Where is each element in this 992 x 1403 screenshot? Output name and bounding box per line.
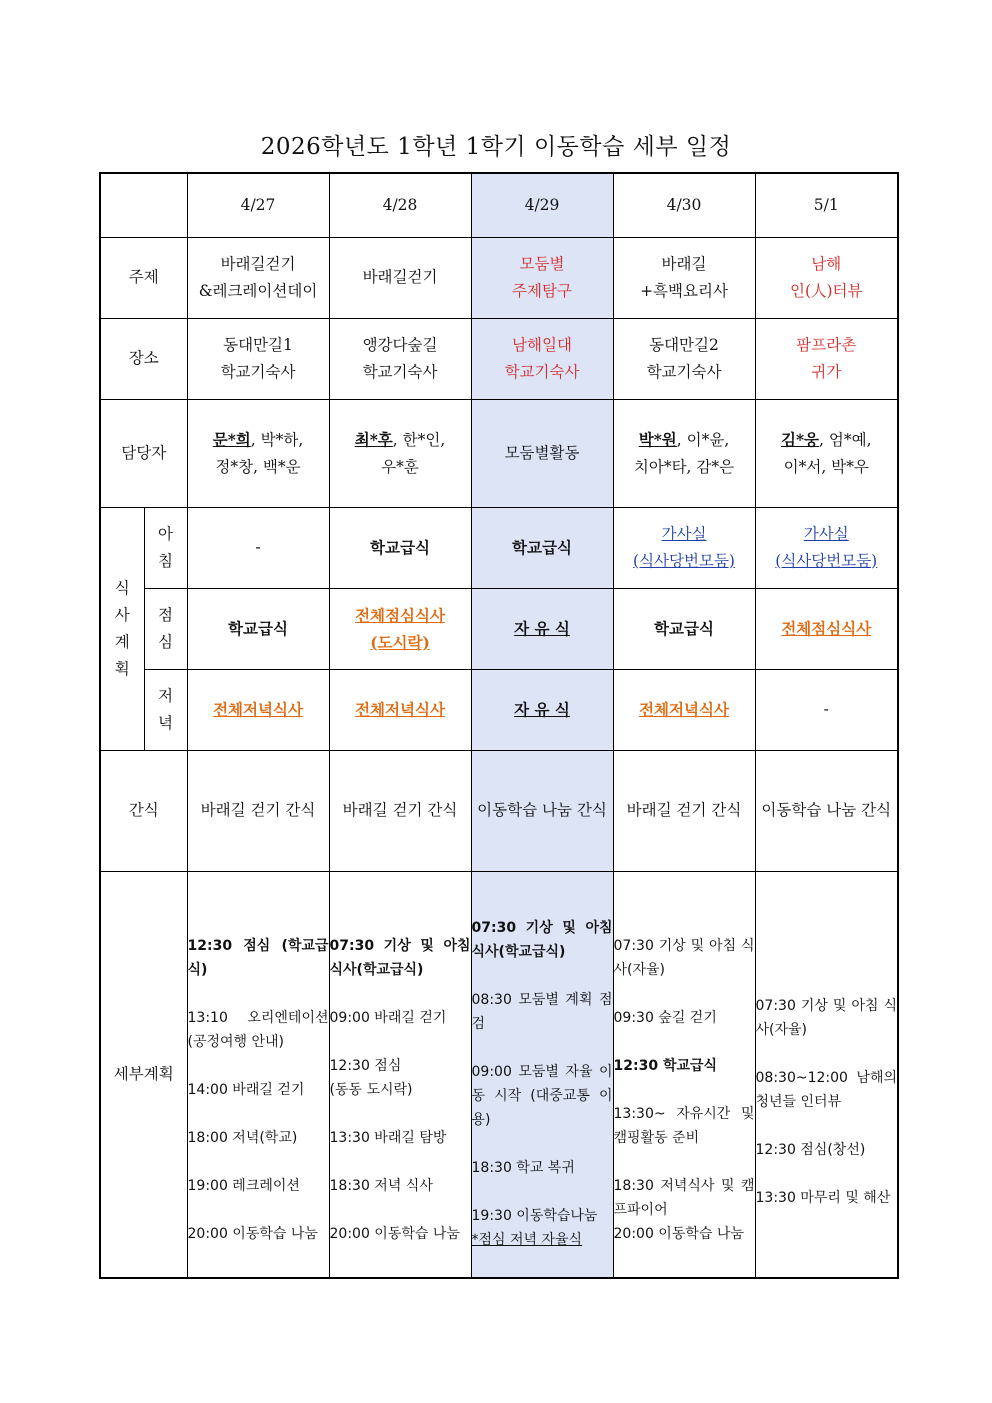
detail-cell: 07:30 기상 및 아침 식사(학교급식) 08:30 모둠별 계획 점검 09:00 모둠별 자율 이동 시작 (대중교통 이용) 18:30 학교 복귀 19:30 이동학습나눔 *점심 저녁 자율식 (471, 871, 613, 1278)
meal-cell: 학교급식 (613, 588, 755, 669)
staff-cell: 박*원, 이*윤, 치아*타, 감*은 (613, 399, 755, 507)
staff-cell: 문*희, 박*하, 정*창, 백*운 (187, 399, 329, 507)
place-row (100, 318, 898, 399)
row-label: 간식 (100, 750, 187, 871)
schedule-table (99, 172, 899, 1279)
snack-cell: 바래길 걷기 간식 (187, 750, 329, 871)
detail-cell: 07:30 기상 및 아침 식사(자율) 09:30 숲길 걷기 12:30 학교급식 13:30~ 자유시간 및 캠핑활동 준비 18:30 저녁식사 및 캠프파이어 20:00 이동학습 나눔 (613, 871, 755, 1278)
row-label: 주제 (100, 237, 187, 318)
meal-cell: - (187, 507, 329, 588)
meal-cell: - (755, 669, 898, 750)
dinner-label: 저 녁 (144, 669, 187, 750)
meal-cell: 자 유 식 (471, 588, 613, 669)
staff-row (100, 399, 898, 507)
meal-cell: 가사실 (식사당번모둠) (613, 507, 755, 588)
date-cell: 4/27 (187, 173, 329, 237)
place-cell: 동대만길2 학교기숙사 (613, 318, 755, 399)
detail-row (100, 871, 898, 1278)
snack-cell: 바래길 걷기 간식 (613, 750, 755, 871)
place-cell: 동대만길1 학교기숙사 (187, 318, 329, 399)
snack-cell: 바래길 걷기 간식 (329, 750, 471, 871)
detail-cell: 07:30 기상 및 아침 식사(자율) 08:30~12:00 남해의 청년들 인터뷰 12:30 점심(창선) 13:30 마무리 및 해산 (755, 871, 898, 1278)
staff-cell: 최*후, 한*인, 우*훈 (329, 399, 471, 507)
page-title: 2026학년도 1학년 1학기 이동학습 세부 일정 (260, 134, 732, 160)
theme-cell: 바래길걷기 (329, 237, 471, 318)
row-label: 세부계획 (100, 871, 187, 1278)
meal-cell: 학교급식 (187, 588, 329, 669)
row-label: 담당자 (100, 399, 187, 507)
lunch-row (100, 588, 898, 669)
theme-row (100, 237, 898, 318)
date-cell: 4/28 (329, 173, 471, 237)
breakfast-label: 아 침 (144, 507, 187, 588)
place-cell: 앵강다숲길 학교기숙사 (329, 318, 471, 399)
breakfast-row (100, 507, 898, 588)
snack-cell: 이동학습 나눔 간식 (471, 750, 613, 871)
date-cell: 4/29 (471, 173, 613, 237)
corner-cell (100, 173, 187, 237)
theme-cell: 남해 인(人)터뷰 (755, 237, 898, 318)
meal-cell: 전체점심식사 (도시락) (329, 588, 471, 669)
snack-cell: 이동학습 나눔 간식 (755, 750, 898, 871)
date-cell: 4/30 (613, 173, 755, 237)
date-row (100, 173, 898, 237)
meal-group-label: 식 사 계 획 (100, 507, 144, 750)
staff-cell: 김*웅, 엄*예, 이*서, 박*우 (755, 399, 898, 507)
meal-cell: 학교급식 (471, 507, 613, 588)
lunch-label: 점 심 (144, 588, 187, 669)
row-label: 장소 (100, 318, 187, 399)
place-cell: 남해일대 학교기숙사 (471, 318, 613, 399)
detail-cell: 07:30 기상 및 아침 식사(학교급식) 09:00 바래길 걷기 12:30 점심 (동동 도시락) 13:30 바래길 탐방 18:30 저녁 식사 20:00 이동학습 나눔 (329, 871, 471, 1278)
meal-cell: 가사실 (식사당번모둠) (755, 507, 898, 588)
staff-cell: 모둠별활동 (471, 399, 613, 507)
meal-cell: 전체저녁식사 (613, 669, 755, 750)
meal-cell: 자 유 식 (471, 669, 613, 750)
place-cell: 팜프라촌 귀가 (755, 318, 898, 399)
theme-cell: 바래길걷기 &레크레이션데이 (187, 237, 329, 318)
meal-cell: 전체저녁식사 (187, 669, 329, 750)
detail-cell: 12:30 점심 (학교급식) 13:10 오리엔테이션 (공정여행 안내) 14:00 바래길 걷기 18:00 저녁(학교) 19:00 레크레이션 20:00 이동학습 나눔 (187, 871, 329, 1278)
theme-cell: 바래길 +흑백요리사 (613, 237, 755, 318)
meal-cell: 전체저녁식사 (329, 669, 471, 750)
dinner-row (100, 669, 898, 750)
snack-row (100, 750, 898, 871)
meal-cell: 학교급식 (329, 507, 471, 588)
theme-cell: 모둠별 주제탐구 (471, 237, 613, 318)
meal-cell: 전체점심식사 (755, 588, 898, 669)
date-cell: 5/1 (755, 173, 898, 237)
